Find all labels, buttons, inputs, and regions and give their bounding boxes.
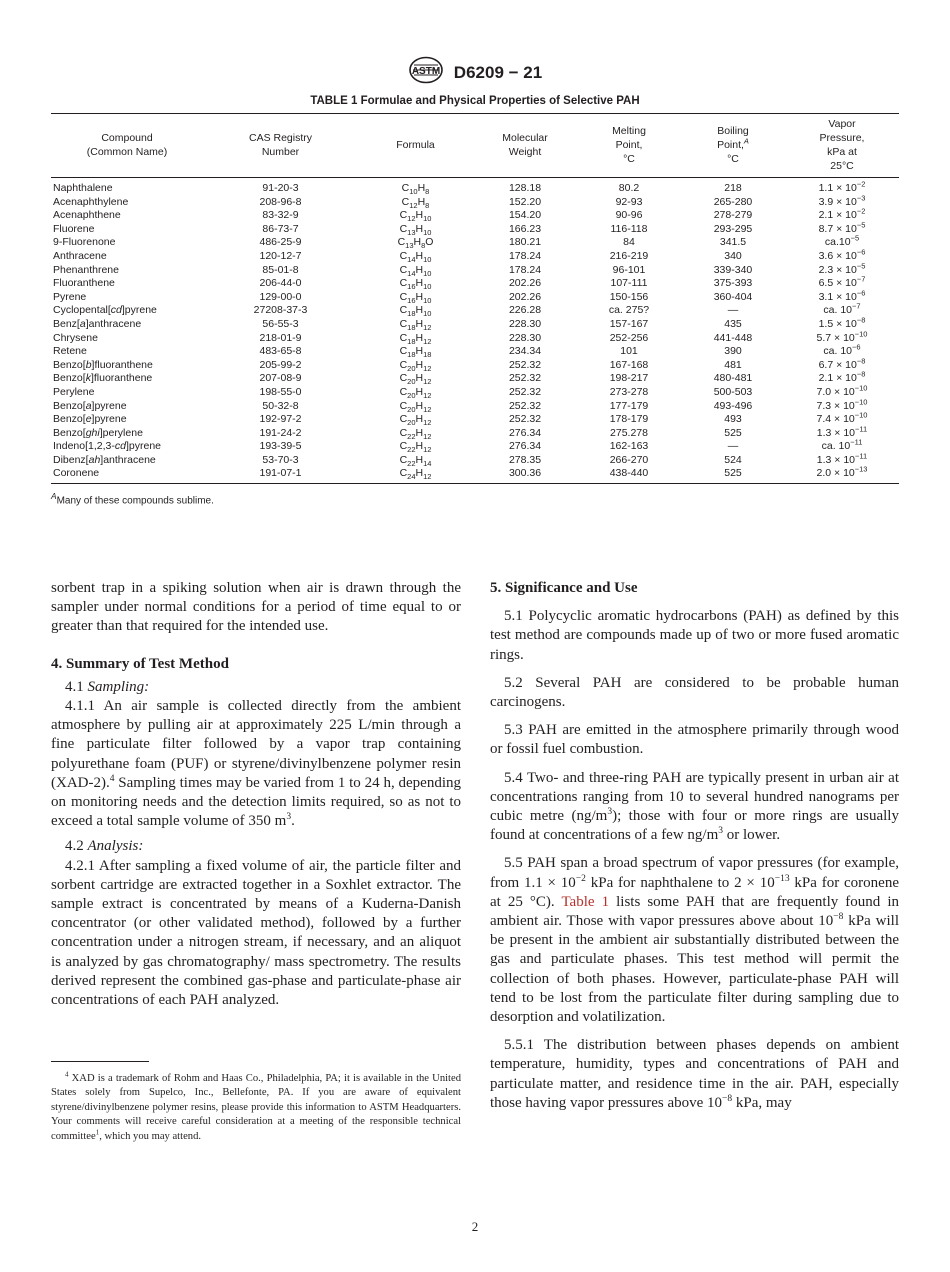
cell-formula: $C_{20}H_{12}$	[399, 413, 432, 428]
cell-compound: Anthracene	[53, 249, 107, 262]
paragraph-5-4: 5.4 Two- and three-ring PAH are typically present in urban air at concentrations ranging from 10 to several hundred nanograms per cubic metre $(ng/m^3)$; those with four or more rings are usually found at concentrations of a few $ng/m^3$ or lower.	[490, 769, 899, 844]
cell-melting-point: 80.2	[618, 182, 640, 194]
cell-melting-point: 216-219	[609, 249, 649, 262]
table-row	[51, 332, 899, 346]
table-footnote: $^A$Many of these compounds sublime.	[51, 491, 214, 507]
cell-boiling-point: 293-295	[713, 222, 753, 235]
page-number: 2	[471, 1219, 479, 1234]
cell-molecular-weight: 202.26	[508, 290, 542, 303]
cell-formula: $C_{18}H_{18}$	[399, 345, 432, 360]
cell-cas: 206-44-0	[259, 277, 302, 290]
cell-formula: $C_{16}H_{10}$	[399, 277, 432, 292]
table-row	[51, 386, 899, 400]
cell-boiling-point: 341.5	[719, 236, 747, 249]
cell-boiling-point: 480-481	[713, 372, 753, 385]
cell-vapor-pressure: $7.4 \times 10^{-10}$	[816, 410, 868, 426]
cell-melting-point: 90-96	[615, 209, 643, 222]
cell-boiling-point: 525	[724, 426, 742, 439]
cell-cas: 208-96-8	[259, 195, 302, 208]
cell-boiling-point: 481	[724, 358, 742, 371]
cell-melting-point: 107-111	[610, 277, 648, 290]
cell-boiling-point: 390	[724, 345, 742, 358]
col-header-compound: Compound (Common Name)	[51, 114, 203, 178]
cell-boiling-point: 441-448	[713, 331, 753, 344]
cell-compound: Benzo[k]fluoranthene	[53, 372, 153, 385]
cell-formula: $C_{14}H_{10}$	[399, 263, 432, 278]
cell-molecular-weight: 152.20	[508, 195, 542, 208]
table-row	[51, 318, 899, 332]
table-row	[51, 440, 899, 454]
cell-vapor-pressure: $ca.10^{-5}$	[824, 233, 860, 249]
cell-melting-point: 101	[620, 345, 638, 358]
table-row	[51, 345, 899, 359]
cell-formula: $C_{14}H_{10}$	[399, 249, 432, 265]
cell-cas: 207-08-9	[259, 372, 302, 385]
cell-molecular-weight: 166.23	[508, 222, 542, 235]
cell-melting-point: 150-156	[609, 290, 649, 303]
cell-molecular-weight: 178.24	[508, 263, 542, 276]
col-header-melting-point: Melting Point, °C	[577, 114, 681, 178]
paragraph-5-2: 5.2 Several PAH are considered to be probable human carcinogens.	[490, 674, 899, 711]
cell-molecular-weight: 252.32	[508, 413, 542, 426]
cell-vapor-pressure: $1.1 \times 10^{-2}$	[818, 179, 866, 194]
cell-formula: $C_{22}H_{14}$	[399, 453, 432, 468]
cell-vapor-pressure: $5.7 \times 10^{-10}$	[816, 329, 868, 344]
cell-cas: 191-24-2	[259, 426, 302, 439]
left-column	[51, 579, 461, 1010]
cell-formula: $C_{24}H_{12}$	[358, 467, 473, 483]
cell-melting-point: 116-118	[610, 222, 648, 235]
cell-boiling-point: 493	[724, 413, 742, 426]
cell-molecular-weight: 252.32	[508, 399, 542, 412]
paragraph-4-1-1: 4.1.1 An air sample is collected directly from the ambient atmosphere by pulling air at approximately 225 L/min through a fine particulate filter followed by a vapor trap containing polyurethane foam (PUF) or styrene/divinylbenzene polymer resin (XAD-2).$^4$ Sampling times may be varied from 1 to 24 h, depending on monitoring needs and the detection limits required, so as not to exceed a total sample volume of 350 $m^3$.	[51, 698, 461, 830]
cell-vapor-pressure: $1.3 \times 10^{-11}$	[816, 451, 868, 466]
cell-compound: Indeno[1,2,3-cd]pyrene	[53, 440, 162, 453]
cell-formula: $C_{18}H_{12}$	[399, 317, 432, 333]
cell-vapor-pressure: $6.5 \times 10^{-7}$	[818, 274, 866, 290]
cell-vapor-pressure: $2.3 \times 10^{-5}$	[818, 261, 866, 276]
table-caption: TABLE 1 Formulae and Physical Properties of Selective PAH	[310, 95, 640, 107]
section-5-heading: 5. Significance and Use	[490, 580, 638, 596]
section-4-heading: 4. Summary of Test Method	[51, 655, 229, 672]
cell-melting-point: 438-440	[577, 467, 681, 483]
col-header-boiling-point: Boiling Point,$^A$ °C	[681, 114, 785, 178]
cell-compound: Perylene	[53, 385, 95, 398]
cell-molecular-weight: 180.21	[508, 236, 542, 249]
table-row	[51, 454, 899, 468]
document-id: D6209 − 21	[453, 62, 543, 82]
cell-molecular-weight: 234.34	[508, 345, 542, 358]
cell-cas: 198-55-0	[259, 385, 302, 398]
table-row	[51, 264, 899, 278]
cell-boiling-point: —	[727, 304, 739, 317]
paragraph-continuation: sorbent trap in a spiking solution when air is drawn through the sampler under normal conditions for a period of time equal to or greater than that required for the intended use.	[51, 580, 461, 635]
cell-boiling-point: 493-496	[713, 399, 753, 412]
table-row	[51, 209, 899, 223]
cell-melting-point: 252-256	[609, 331, 649, 344]
cell-molecular-weight: 154.20	[508, 209, 542, 222]
cell-compound: Benz[a]anthracene	[53, 317, 142, 330]
cell-molecular-weight: 178.24	[508, 249, 542, 262]
cell-formula: $C_{20}H_{12}$	[399, 385, 432, 400]
cell-vapor-pressure: ca. $10^{-11}$	[821, 437, 863, 453]
cell-melting-point: 275.278	[610, 426, 648, 439]
cell-formula: $C_{13}H_{10}$	[399, 222, 432, 237]
cell-molecular-weight: 228.30	[508, 317, 542, 330]
cell-melting-point: 198-217	[609, 372, 649, 385]
footnote-4: $^4$ XAD is a trademark of Rohm and Haas Co., Philadelphia, PA; it is available in the United States solely from Supelco, Inc., Bellefonte, PA. If you are aware of equivalent styrene/divinylbenzene polymer resins, please provide this information to ASTM Headquarters. Your comments will receive careful consideration at a meeting of the responsible technical committee$^1$, which you may attend.	[51, 1070, 461, 1142]
cell-compound: Dibenz[ah]anthracene	[53, 453, 156, 466]
cell-vapor-pressure: $8.7 \times 10^{-5}$	[818, 220, 866, 235]
cell-boiling-point: 525	[681, 467, 785, 483]
cell-boiling-point: —	[727, 440, 739, 453]
table-row	[51, 178, 899, 196]
footnote-rule	[51, 1061, 149, 1062]
cell-boiling-point: 265-280	[713, 195, 753, 208]
cell-formula: $C_{10}H_8$	[401, 182, 430, 197]
cell-boiling-point: 360-404	[713, 290, 753, 303]
paragraph-5-3: 5.3 PAH are emitted in the atmosphere primarily through wood or fossil fuel combustion.	[490, 722, 899, 758]
cell-melting-point: 84	[623, 236, 635, 249]
col-header-cas: CAS Registry Number	[203, 114, 358, 178]
cell-molecular-weight: 228.30	[508, 331, 542, 344]
cell-cas: 120-12-7	[259, 249, 302, 262]
cell-molecular-weight: 252.32	[508, 358, 542, 371]
table-row	[51, 223, 899, 237]
paragraph-5-1: 5.1 Polycyclic aromatic hydrocarbons (PAH) as defined by this test method are compounds made up of two or more fused aromatic rings.	[490, 608, 899, 663]
cell-compound: 9-Fluorenone	[53, 236, 116, 249]
cell-vapor-pressure: $2.0 \times 10^{-13}$	[785, 467, 899, 483]
cell-cas: 483-65-8	[259, 345, 302, 358]
cell-boiling-point: 524	[724, 453, 742, 466]
cell-compound: Pyrene	[53, 290, 87, 303]
cell-compound: Coronene	[51, 467, 203, 483]
cell-vapor-pressure: $7.3 \times 10^{-10}$	[816, 397, 868, 412]
cell-cas: 85-01-8	[262, 263, 299, 276]
cell-formula: $C_{16}H_{10}$	[399, 290, 432, 305]
cell-cas: 486-25-9	[259, 236, 302, 249]
cell-vapor-pressure: $2.1 \times 10^{-2}$	[818, 206, 866, 222]
cell-compound: Fluorene	[53, 222, 95, 235]
table-row	[51, 196, 899, 210]
right-column	[490, 579, 899, 1113]
cell-molecular-weight: 226.28	[508, 304, 542, 317]
cell-molecular-weight: 252.32	[508, 385, 542, 398]
table-row	[51, 372, 899, 386]
cell-boiling-point: 339-340	[713, 263, 753, 276]
table-row	[51, 277, 899, 291]
cell-cas: 91-20-3	[262, 182, 299, 194]
paragraph-5-5: 5.5 PAH span a broad spectrum of vapor pressures (for example, from $1.1 \times 10^{-2}$ kPa for naphthalene to $2 \times 10^{-13}$ kPa for coronene at 25 °C). Table 1 lists some PAH that are frequently found in ambient air. Those with vapor pressures above about $10^{-8}$ kPa will be present in the ambient air substantially distributed between the gas and particulate phases. This test method will permit the collection of both phases. However, particulate-phase PAH will tend to be lost from the particulate filter during sampling due to desorption and volatilization.	[490, 855, 899, 1026]
cell-compound: Chrysene	[53, 331, 98, 344]
cell-formula: $C_{22}H_{12}$	[399, 426, 432, 441]
cell-cas: 192-97-2	[259, 413, 302, 426]
col-header-vapor-pressure: Vapor Pressure, kPa at 25°C	[785, 114, 899, 178]
cell-melting-point: 177-179	[609, 399, 649, 412]
cell-melting-point: 162-163	[609, 440, 649, 453]
cell-cas: 83-32-9	[262, 209, 299, 222]
cell-boiling-point: 340	[724, 249, 742, 262]
cell-cas: 205-99-2	[259, 358, 302, 371]
cell-formula: $C_{20}H_{12}$	[399, 372, 432, 387]
cell-molecular-weight: 128.18	[508, 182, 542, 194]
cell-melting-point: 96-101	[612, 263, 646, 276]
cell-compound: Phenanthrene	[53, 263, 119, 276]
cell-melting-point: 273-278	[609, 385, 649, 398]
cell-melting-point: ca. 275?	[608, 304, 650, 317]
cell-boiling-point: 500-503	[713, 385, 753, 398]
cell-melting-point: 92-93	[615, 195, 643, 208]
cell-formula: $C_{18}H_{12}$	[399, 331, 432, 346]
cell-vapor-pressure: ca. $10^{-6}$	[823, 342, 861, 358]
cell-cas: 56-55-3	[262, 317, 299, 330]
cell-cas: 50-32-8	[262, 399, 299, 412]
col-header-formula: Formula	[358, 114, 473, 178]
cell-vapor-pressure: $7.0 \times 10^{-10}$	[816, 383, 868, 398]
cell-cas: 218-01-9	[259, 331, 302, 344]
cell-formula: $C_{20}H_{12}$	[399, 358, 432, 373]
cell-melting-point: 157-167	[609, 317, 649, 330]
cell-compound: Naphthalene	[53, 182, 113, 194]
cell-boiling-point: 375-393	[713, 277, 753, 290]
cell-cas: 53-70-3	[262, 453, 299, 466]
cell-cas: 191-07-1	[203, 467, 358, 483]
cell-compound: Cyclopental[cd]pyrene	[53, 304, 157, 317]
cell-compound: Acenaphthene	[53, 209, 121, 222]
table-row	[51, 467, 899, 483]
paragraph-4-2: 4.2 Analysis:	[65, 838, 144, 855]
cell-formula: $C_{12}H_8$	[401, 195, 430, 210]
cell-vapor-pressure: $1.3 \times 10^{-11}$	[816, 424, 868, 439]
cell-boiling-point: 435	[724, 317, 742, 330]
cell-compound: Benzo[a]pyrene	[53, 399, 127, 412]
cell-molecular-weight: 276.34	[508, 426, 542, 439]
table-row	[51, 400, 899, 414]
table-row	[51, 427, 899, 441]
cell-molecular-weight: 300.36	[473, 467, 577, 483]
pah-properties-table	[51, 113, 899, 484]
paragraph-4-2-1: 4.2.1 After sampling a fixed volume of air, the particle filter and sorbent cartridge are extracted together in a Soxhlet extractor. The sample extract is concentrated by means of a Kuderna-Danish concentrator (or other validated method), followed by a further concentration under a nitrogen stream, if necessary, and an aliquot is analyzed by gas chromatography/ mass spectrometry. The results derived represent the combined gas-phase and particulate-phase air concentrations of each PAH analyzed.	[51, 857, 461, 1009]
cell-formula: $C_{18}H_{10}$	[399, 304, 432, 319]
table-1-link[interactable]: Table 1	[561, 893, 610, 910]
cell-vapor-pressure: $1.5 \times 10^{-8}$	[818, 315, 866, 330]
cell-molecular-weight: 278.35	[508, 453, 542, 466]
cell-cas: 27208-37-3	[253, 304, 308, 317]
cell-vapor-pressure: $2.1 \times 10^{-8}$	[818, 369, 866, 385]
cell-vapor-pressure: ca. $10^{-7}$	[823, 301, 861, 317]
cell-formula: $C_{20}H_{12}$	[399, 399, 432, 414]
cell-vapor-pressure: $3.9 \times 10^{-3}$	[818, 193, 866, 208]
cell-vapor-pressure: $3.1 \times 10^{-6}$	[818, 288, 866, 303]
cell-formula: $C_{13}H_8O$	[397, 236, 434, 251]
cell-cas: 86-73-7	[262, 222, 299, 235]
cell-cas: 193-39-5	[259, 440, 302, 453]
table-header-row	[51, 114, 899, 178]
table-row	[51, 236, 899, 250]
cell-vapor-pressure: $3.6 \times 10^{-6}$	[818, 247, 866, 262]
cell-molecular-weight: 202.26	[508, 277, 542, 290]
cell-vapor-pressure: $6.7 \times 10^{-8}$	[818, 356, 866, 371]
cell-melting-point: 167-168	[609, 358, 649, 371]
logo-text: ASTM	[411, 66, 440, 77]
cell-compound: Benzo[b]fluoranthene	[53, 358, 153, 371]
cell-cas: 129-00-0	[259, 290, 302, 303]
paragraph-4-1: 4.1 Sampling:	[65, 678, 150, 695]
cell-compound: Acenaphthylene	[53, 195, 129, 208]
cell-molecular-weight: 252.32	[508, 372, 542, 385]
table-row	[51, 250, 899, 264]
table-row	[51, 413, 899, 427]
astm-logo-icon	[408, 56, 444, 89]
table-row	[51, 291, 899, 305]
cell-formula: $C_{22}H_{12}$	[399, 440, 432, 455]
cell-compound: Retene	[53, 345, 87, 358]
cell-formula: $C_{12}H_{10}$	[399, 209, 432, 224]
cell-compound: Fluoranthene	[53, 277, 115, 290]
cell-melting-point: 266-270	[609, 453, 649, 466]
cell-compound: Benzo[e]pyrene	[53, 413, 127, 426]
cell-molecular-weight: 276.34	[508, 440, 542, 453]
page-header	[0, 56, 950, 89]
cell-melting-point: 178-179	[609, 413, 649, 426]
col-header-molecular-weight: Molecular Weight	[473, 114, 577, 178]
cell-boiling-point: 278-279	[713, 209, 753, 222]
paragraph-5-5-1: 5.5.1 The distribution between phases depends on ambient temperature, humidity, types and concentrations of PAH and particulate matter, and residence time in the air. PAH, especially those having vapor pressures above $10^{-8}$ kPa, may	[490, 1037, 899, 1111]
table-row	[51, 304, 899, 318]
cell-compound: Benzo[ghi]perylene	[53, 426, 143, 439]
table-row	[51, 359, 899, 373]
cell-boiling-point: 218	[724, 182, 742, 194]
